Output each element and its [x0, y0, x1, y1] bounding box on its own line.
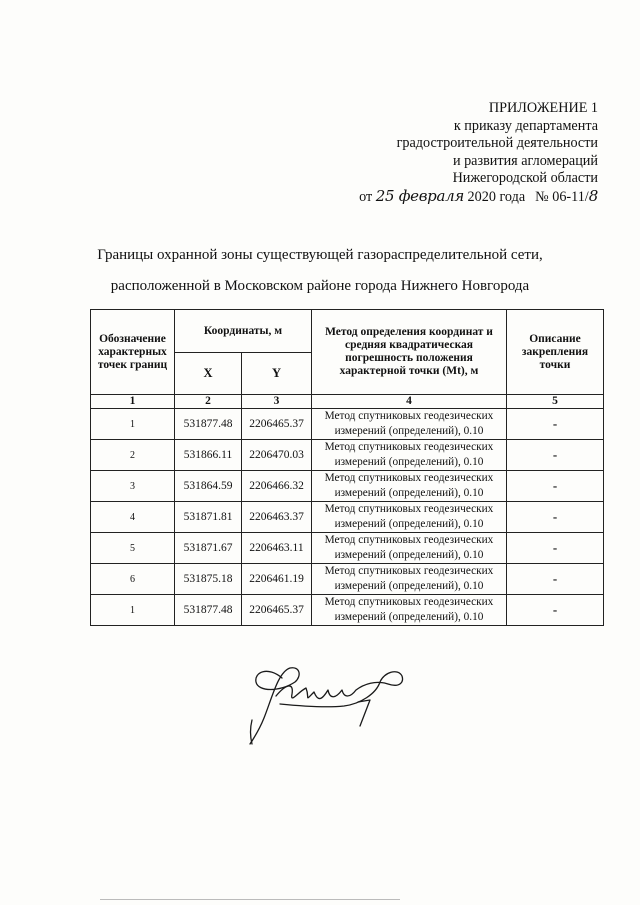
- header-x: X: [175, 353, 242, 395]
- y-cell: 2206461.19: [242, 564, 312, 595]
- column-number-row: [91, 395, 604, 409]
- title-line-1: Границы охранной зоны существующей газораспределительной сети,: [97, 247, 543, 263]
- x-cell: 531864.59: [175, 471, 242, 502]
- y-cell: 2206465.37: [242, 409, 312, 440]
- y-cell: 2206465.37: [242, 595, 312, 626]
- description-cell: -: [507, 595, 604, 626]
- table-row: [91, 409, 604, 440]
- method-cell: Метод спутниковых геодезических измерений (определений), 0.10: [312, 564, 507, 595]
- x-cell: 531871.81: [175, 502, 242, 533]
- header-description: Описание закрепления точки: [507, 310, 604, 395]
- x-cell: 531875.18: [175, 564, 242, 595]
- method-cell: Метод спутниковых геодезических измерений (определений), 0.10: [312, 440, 507, 471]
- y-cell: 2206463.37: [242, 502, 312, 533]
- order-date-line: [359, 188, 598, 207]
- appendix-title: ПРИЛОЖЕНИЕ 1: [488, 100, 598, 116]
- table-row: [91, 595, 604, 626]
- method-cell: Метод спутниковых геодезических измерений (определений), 0.10: [312, 502, 507, 533]
- order-reference-line-1: к приказу департамента: [453, 117, 598, 134]
- handwritten-signature: [240, 648, 420, 748]
- x-cell: 531877.48: [175, 595, 242, 626]
- order-reference-line-2: градостроительной деятельности: [396, 135, 598, 151]
- y-cell: 2206463.11: [242, 533, 312, 564]
- point-cell: 5: [91, 533, 175, 564]
- point-cell: 1: [91, 409, 175, 440]
- description-cell: -: [507, 471, 604, 502]
- header-y: Y: [242, 353, 312, 395]
- point-cell: 2: [91, 440, 175, 471]
- method-cell: Метод спутниковых геодезических измерений (определений), 0.10: [312, 533, 507, 564]
- y-cell: 2206466.32: [242, 471, 312, 502]
- x-cell: 531877.48: [175, 409, 242, 440]
- point-cell: 3: [91, 471, 175, 502]
- header-method: Метод определения координат и средняя квадратическая погрешность положения характерной точки (Mt), м: [312, 310, 507, 395]
- order-reference-line-4: Нижегородской области: [452, 170, 598, 186]
- handwritten-order-number: 8: [588, 186, 598, 205]
- title-line-2: расположенной в Московском районе города Нижнего Новгорода: [110, 278, 530, 294]
- method-cell: Метод спутниковых геодезических измерений (определений), 0.10: [312, 471, 507, 502]
- table-row: [91, 471, 604, 502]
- header-point: Обозначение характерных точек границ: [91, 310, 175, 395]
- x-cell: 531871.67: [175, 533, 242, 564]
- header-coordinates: Координаты, м: [175, 310, 312, 353]
- description-cell: -: [507, 533, 604, 564]
- method-cell: Метод спутниковых геодезических измерений (определений), 0.10: [312, 409, 507, 440]
- column-number: 4: [312, 395, 507, 409]
- description-cell: -: [507, 564, 604, 595]
- footer-rule: [100, 899, 400, 900]
- description-cell: -: [507, 502, 604, 533]
- method-cell: Метод спутниковых геодезических измерений (определений), 0.10: [312, 595, 507, 626]
- column-number: 3: [242, 395, 312, 409]
- appendix-header: [359, 100, 598, 206]
- point-cell: 1: [91, 595, 175, 626]
- table-row: [91, 502, 604, 533]
- column-number: 5: [507, 395, 604, 409]
- table-row: [91, 533, 604, 564]
- date-suffix: 2020 года: [467, 188, 526, 205]
- column-number: 1: [91, 395, 175, 409]
- document-title: [0, 240, 640, 302]
- point-cell: 6: [91, 564, 175, 595]
- table-row: [91, 564, 604, 595]
- handwritten-date: 25 февраля: [375, 186, 464, 205]
- order-reference-line-3: и развития агломераций: [452, 152, 598, 169]
- table-header-row: [91, 310, 604, 353]
- description-cell: -: [507, 409, 604, 440]
- column-number: 2: [175, 395, 242, 409]
- x-cell: 531866.11: [175, 440, 242, 471]
- y-cell: 2206470.03: [242, 440, 312, 471]
- table-row: [91, 440, 604, 471]
- order-number-prefix: № 06-11/: [535, 188, 589, 205]
- description-cell: -: [507, 440, 604, 471]
- coordinates-table: [90, 309, 604, 626]
- point-cell: 4: [91, 502, 175, 533]
- date-prefix: от: [359, 188, 373, 205]
